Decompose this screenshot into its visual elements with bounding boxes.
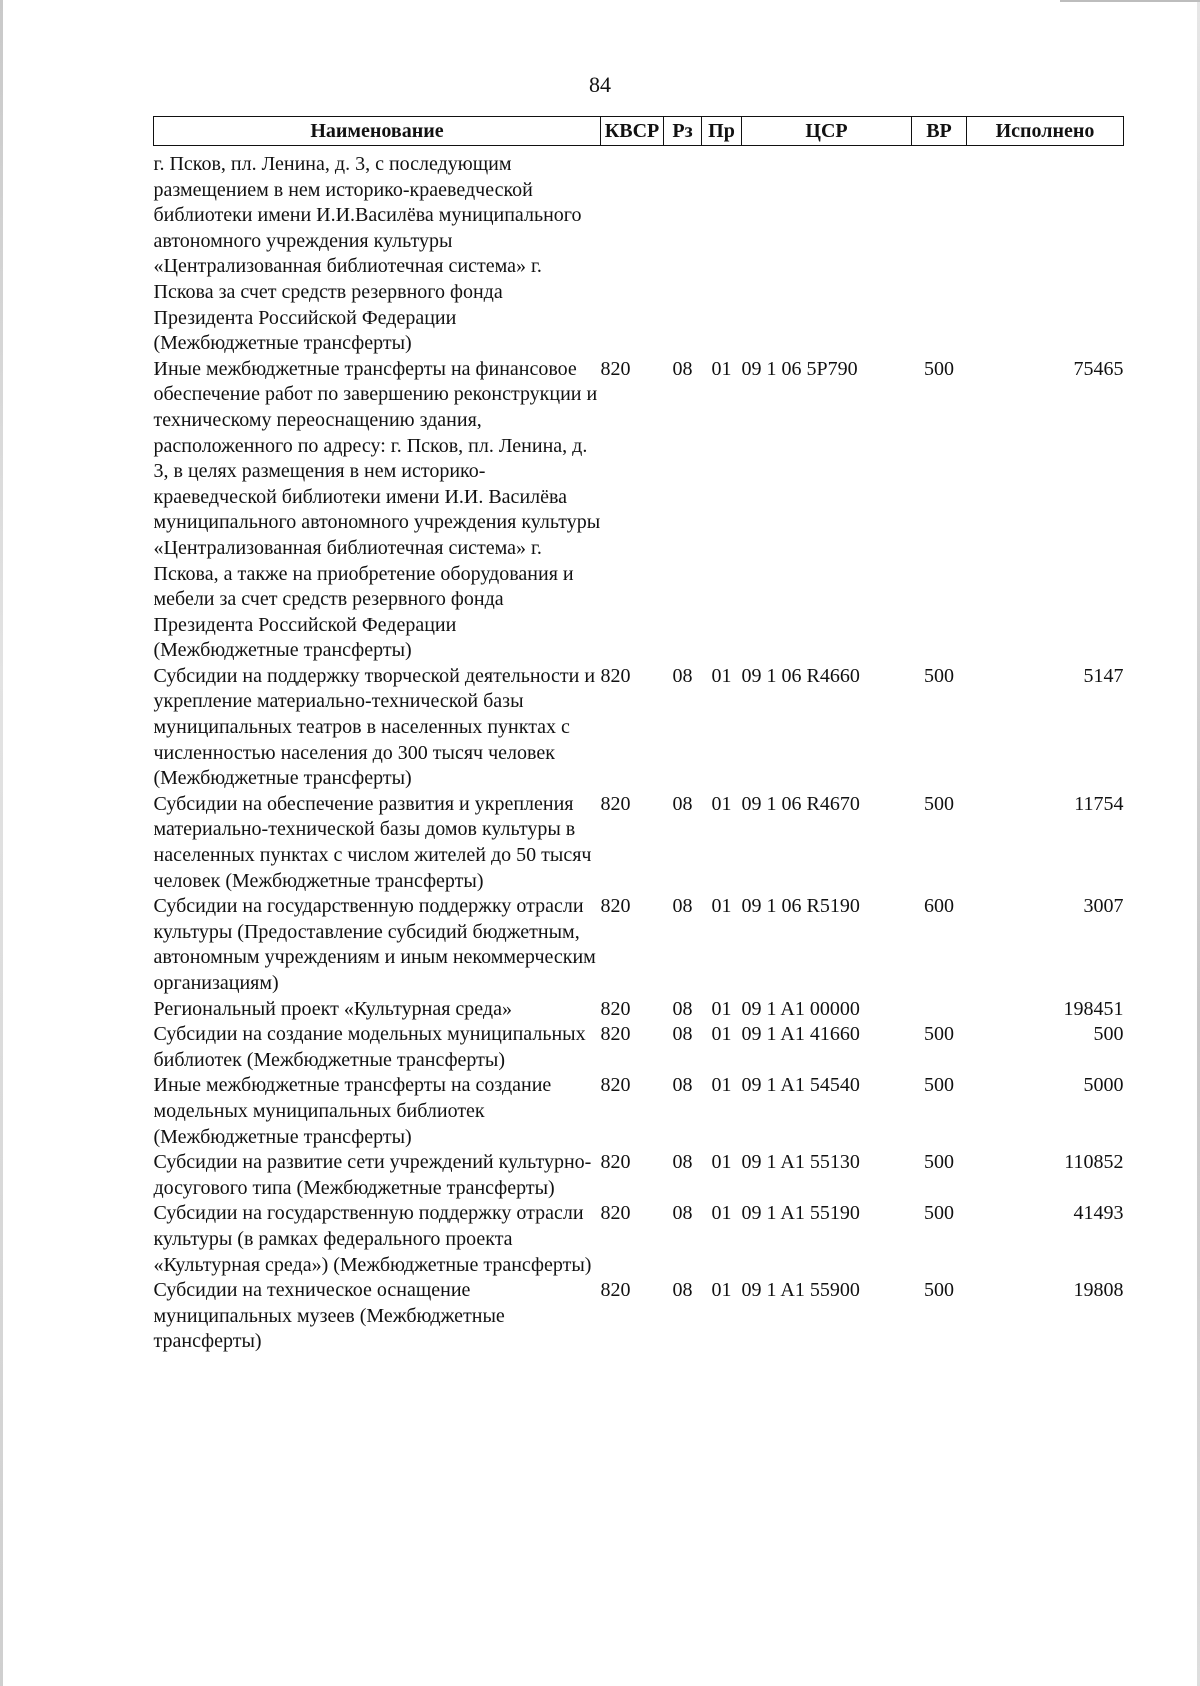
row-kvsr: 820: [600, 1151, 631, 1174]
row-pr: 01: [711, 1074, 732, 1097]
row-vr: 500: [924, 1202, 954, 1225]
header-vr: ВР: [912, 117, 967, 146]
row-executed: 5000: [1083, 1074, 1124, 1097]
header-done: Исполнено: [967, 117, 1124, 146]
row-rz: 08: [672, 357, 693, 380]
row-name: Субсидии на поддержку творческой деятельности и укрепление материально-технической базы муниципальных театров в населенных пунктах с численностью населения до 300 тысяч человек (Межбюджетные трансферты): [153, 664, 596, 790]
table-row: [154, 1073, 1124, 1150]
row-vr: 500: [924, 1023, 954, 1046]
row-pr: 01: [711, 664, 732, 687]
table-row: [154, 357, 1124, 664]
row-pr: [702, 146, 742, 357]
row-csr: 09 1 A1 00000: [741, 997, 860, 1020]
row-pr: 01: [711, 997, 732, 1020]
row-pr: 01: [711, 895, 732, 918]
row-name: Субсидии на техническое оснащение муниципальных музеев (Межбюджетные трансферты): [153, 1279, 505, 1353]
row-rz: 08: [672, 895, 693, 918]
scan-edge-top: [1060, 0, 1200, 2]
table-row: [154, 1278, 1124, 1355]
row-name: Субсидии на создание модельных муниципальных библиотек (Межбюджетные трансферты): [153, 1023, 586, 1071]
row-kvsr: 820: [600, 792, 631, 815]
budget-table: [153, 116, 1124, 1355]
row-csr: 09 1 A1 41660: [741, 1023, 860, 1046]
row-kvsr: [601, 146, 664, 357]
row-vr: 600: [924, 895, 954, 918]
row-csr: 09 1 06 R5190: [741, 895, 860, 918]
row-csr: 09 1 A1 55190: [741, 1202, 860, 1225]
header-name: Наименование: [154, 117, 601, 146]
row-kvsr: 820: [600, 1023, 631, 1046]
row-rz: 08: [672, 1202, 693, 1225]
header-rz: Рз: [664, 117, 702, 146]
table-row: [154, 1201, 1124, 1278]
row-kvsr: 820: [600, 997, 631, 1020]
row-pr: 01: [711, 357, 732, 380]
table-row: [154, 1150, 1124, 1201]
table-row: [154, 1022, 1124, 1073]
row-rz: 08: [672, 1279, 693, 1302]
table-body: [154, 146, 1124, 1355]
row-rz: 08: [672, 1074, 693, 1097]
row-vr: 500: [924, 664, 954, 687]
table-header-row: [154, 117, 1124, 146]
row-name: Иные межбюджетные трансферты на создание модельных муниципальных библиотек (Межбюджетные трансферты): [153, 1074, 552, 1148]
row-vr: 500: [924, 357, 954, 380]
row-executed: 500: [1093, 1023, 1124, 1046]
row-rz: [664, 146, 702, 357]
row-name: Субсидии на государственную поддержку отрасли культуры (в рамках федерального проекта «Культурная среда») (Межбюджетные трансферты): [153, 1202, 592, 1276]
row-vr: 500: [924, 1279, 954, 1302]
row-kvsr: 820: [600, 357, 631, 380]
row-rz: 08: [672, 792, 693, 815]
row-pr: 01: [711, 1151, 732, 1174]
row-pr: 01: [711, 1279, 732, 1302]
row-csr: 09 1 06 R4660: [741, 664, 860, 687]
row-kvsr: 820: [600, 664, 631, 687]
row-name: Субсидии на государственную поддержку отрасли культуры (Предоставление субсидий бюджетным, автономным учреждениям и иным некоммерческим организациям): [153, 895, 596, 994]
table-row: [154, 146, 1124, 357]
table-row: [154, 997, 1124, 1023]
row-rz: 08: [672, 1151, 693, 1174]
row-executed: 41493: [1073, 1202, 1124, 1225]
row-vr: 500: [924, 1151, 954, 1174]
header-pr: Пр: [702, 117, 742, 146]
table-row: [154, 664, 1124, 792]
row-pr: 01: [711, 1023, 732, 1046]
row-name: Субсидии на обеспечение развития и укрепления материально-технической базы домов культуры в населенных пунктах с числом жителей до 50 тысяч человек (Межбюджетные трансферты): [153, 792, 592, 892]
row-vr: 500: [924, 1074, 954, 1097]
row-vr: [912, 146, 967, 357]
row-executed: 19808: [1073, 1279, 1124, 1302]
row-name: г. Псков, пл. Ленина, д. 3, с последующим размещением в нем историко-краеведческой библиотеки имени И.И.Василёва муниципального автономного учреждения культуры «Централизованная библиотечная система» г. Пскова за счет средств резервного фонда Президента Российской Федерации (Межбюджетные трансферты): [153, 153, 582, 355]
header-csr: ЦСР: [742, 117, 912, 146]
row-rz: 08: [672, 1023, 693, 1046]
row-kvsr: 820: [600, 895, 631, 918]
row-kvsr: 820: [600, 1279, 631, 1302]
row-vr: [912, 997, 967, 1023]
row-pr: 01: [711, 792, 732, 815]
row-csr: 09 1 06 5Р790: [741, 357, 858, 380]
page-number: 84: [589, 72, 611, 97]
row-executed: 75465: [1073, 357, 1124, 380]
row-csr: 09 1 A1 55900: [741, 1279, 860, 1302]
row-executed: 110852: [1064, 1151, 1124, 1174]
row-name: Субсидии на развитие сети учреждений культурно-досугового типа (Межбюджетные трансферты): [153, 1151, 592, 1199]
row-csr: 09 1 06 R4670: [741, 792, 860, 815]
row-vr: 500: [924, 792, 954, 815]
table-row: [154, 792, 1124, 894]
header-kvsr: КВСР: [601, 117, 664, 146]
row-csr: 09 1 A1 54540: [741, 1074, 860, 1097]
row-kvsr: 820: [600, 1074, 631, 1097]
table-row: [154, 894, 1124, 996]
row-name: Иные межбюджетные трансферты на финансовое обеспечение работ по завершению реконструкции и техническому переоснащению здания, расположенного по адресу: г. Псков, пл. Ленина, д. 3, в целях размещения в нем историко-краеведческой библиотеки имени И.И. Василёва муниципального автономного учреждения культуры «Централизованная библиотечная система» г. Пскова, а также на приобретение оборудования и мебели за счет средств резервного фонда Президента Российской Федерации (Межбюджетные трансферты): [153, 357, 601, 662]
row-pr: 01: [711, 1202, 732, 1225]
row-rz: 08: [672, 664, 693, 687]
row-kvsr: 820: [600, 1202, 631, 1225]
row-csr: 09 1 A1 55130: [741, 1151, 860, 1174]
row-csr: [742, 146, 912, 357]
row-executed: 5147: [1083, 664, 1124, 687]
row-executed: 198451: [1063, 997, 1124, 1020]
row-executed: 3007: [1083, 895, 1124, 918]
row-rz: 08: [672, 997, 693, 1020]
row-name: Региональный проект «Культурная среда»: [153, 997, 512, 1020]
scan-edge-left: [0, 0, 3, 1686]
row-executed: 11754: [1074, 792, 1124, 815]
row-executed: [967, 146, 1124, 357]
